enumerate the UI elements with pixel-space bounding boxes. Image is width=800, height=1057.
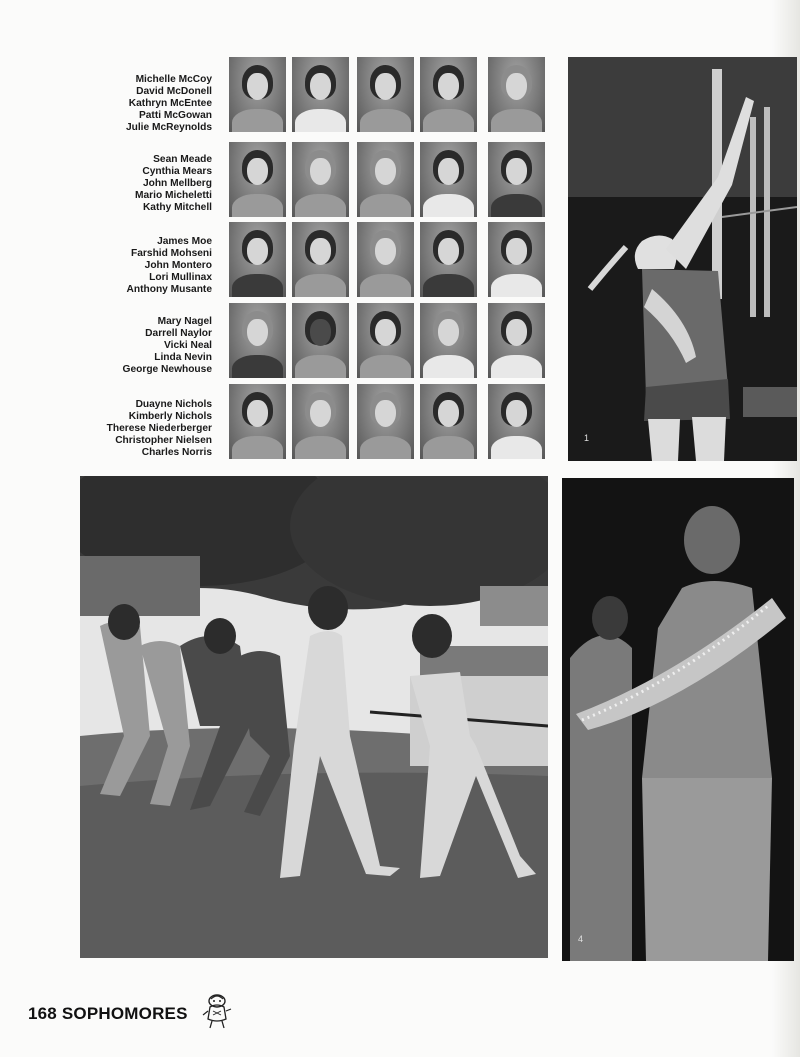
portrait-photo — [292, 57, 349, 132]
portrait-photo — [292, 142, 349, 217]
name-list-row-5 — [100, 399, 212, 459]
student-name: Michelle McCoy — [135, 74, 212, 85]
name-list-row-4 — [100, 316, 212, 376]
flag-corps-photo-art — [562, 478, 794, 961]
mascot-icon — [202, 993, 232, 1029]
portrait-photo — [357, 142, 414, 217]
student-name: Julie McReynolds — [125, 122, 212, 134]
student-name: Cynthia Mears — [142, 166, 212, 178]
portrait-photo — [229, 142, 286, 217]
portrait-photo — [357, 303, 414, 378]
portrait-photo — [292, 384, 349, 459]
student-name: George Newhouse — [122, 364, 212, 376]
student-name: Mary Nagel — [157, 316, 212, 327]
student-name: Farshid Mohseni — [131, 248, 212, 260]
student-name: Patti McGowan — [138, 110, 212, 122]
student-name: Duayne Nichols — [135, 399, 212, 410]
name-list-row-3 — [100, 236, 212, 296]
portrait-photo — [488, 384, 545, 459]
photo-number: 4 — [578, 934, 584, 944]
portrait-photo — [229, 303, 286, 378]
name-list-row-1 — [100, 74, 212, 134]
portrait-photo — [420, 57, 477, 132]
name-list-row-2 — [100, 154, 212, 214]
student-name: Kathryn McEntee — [128, 98, 212, 110]
student-name: John Mellberg — [142, 178, 212, 190]
portrait-photo — [357, 222, 414, 297]
student-name: Charles Norris — [141, 447, 212, 459]
student-name: David McDonell — [136, 86, 212, 98]
portrait-photo — [420, 303, 477, 378]
student-name: John Montero — [144, 260, 212, 272]
student-name: Darrell Naylor — [145, 328, 212, 340]
student-name: Kathy Mitchell — [142, 202, 212, 214]
portrait-photo — [488, 303, 545, 378]
student-name: Therese Niederberger — [106, 423, 212, 435]
portrait-photo — [292, 303, 349, 378]
student-name: Mario Micheletti — [135, 190, 212, 202]
student-name: Lori Mullinax — [149, 272, 212, 284]
portrait-photo — [357, 57, 414, 132]
student-name: Vicki Neal — [164, 340, 212, 352]
flag-corps-photo — [562, 478, 794, 961]
portrait-photo — [488, 222, 545, 297]
portrait-photo — [229, 57, 286, 132]
student-name: Linda Nevin — [154, 352, 212, 364]
photo-number: 1 — [584, 433, 590, 443]
portrait-photo — [420, 142, 477, 217]
portrait-photo — [229, 384, 286, 459]
student-name: Christopher Nielsen — [115, 435, 212, 447]
portrait-photo — [488, 142, 545, 217]
portrait-photo — [357, 384, 414, 459]
volleyball-photo — [568, 57, 797, 461]
portrait-photo — [488, 57, 545, 132]
portrait-photo — [420, 222, 477, 297]
portrait-photo — [229, 222, 286, 297]
tug-of-war-photo — [80, 476, 548, 958]
page-footer-label: 168 SOPHOMORES — [28, 1004, 188, 1023]
student-name: Sean Meade — [153, 154, 212, 165]
volleyball-photo-art — [568, 57, 797, 461]
portrait-photo — [292, 222, 349, 297]
portrait-photo — [420, 384, 477, 459]
student-name: Kimberly Nichols — [128, 411, 212, 423]
tug-of-war-photo-art — [80, 476, 548, 958]
student-name: James Moe — [157, 236, 212, 247]
student-name: Anthony Musante — [126, 284, 212, 296]
